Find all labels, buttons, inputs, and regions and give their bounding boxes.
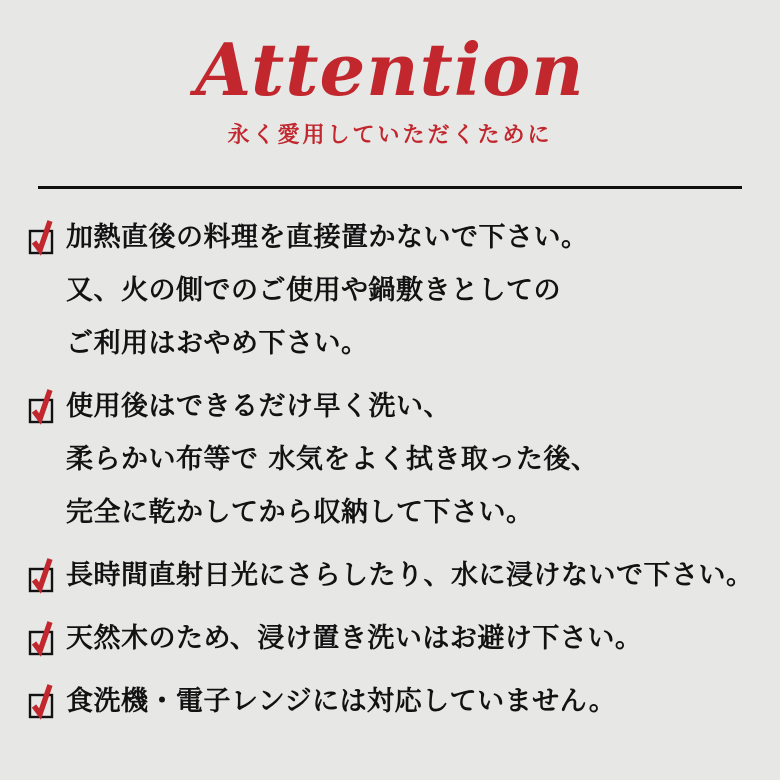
- instruction-line: 食洗機・電子レンジには対応していません。: [66, 686, 617, 718]
- instruction-line: ご利用はおやめ下さい。: [66, 328, 369, 360]
- instruction-item: [28, 612, 756, 665]
- instruction-item: [28, 211, 756, 370]
- page-subtitle: 永く愛用していただくために: [227, 122, 553, 148]
- header: [0, 0, 780, 150]
- instruction-line: 完全に乾かしてから収納して下さい。: [66, 497, 534, 529]
- checked-checkbox-icon: [28, 556, 66, 594]
- instruction-text: [66, 612, 756, 665]
- instruction-line: 柔らかい布等で 水気をよく拭き取った後、: [66, 444, 599, 476]
- checked-checkbox-icon: [28, 682, 66, 720]
- instruction-line: 天然木のため、浸け置き洗いはお避け下さい。: [66, 623, 643, 655]
- instruction-item: [28, 380, 756, 539]
- instruction-text: [66, 675, 756, 728]
- instruction-text: [66, 211, 756, 370]
- instruction-item: [28, 549, 756, 602]
- instruction-line: 長時間直射日光にさらしたり、水に浸けないで下さい。: [66, 560, 754, 592]
- checked-checkbox-icon: [28, 619, 66, 657]
- instruction-text: [66, 549, 756, 602]
- instruction-line: 使用後はできるだけ早く洗い、: [66, 391, 451, 423]
- instruction-text: [66, 380, 756, 539]
- instruction-line: 又、火の側でのご使用や鍋敷きとしての: [66, 275, 561, 307]
- instruction-item: [28, 675, 756, 728]
- checked-checkbox-icon: [28, 218, 66, 256]
- instruction-line: 加熱直後の料理を直接置かないで下さい。: [66, 222, 589, 254]
- instruction-list: [0, 189, 780, 728]
- checked-checkbox-icon: [28, 387, 66, 425]
- page-title: Attention: [195, 27, 585, 112]
